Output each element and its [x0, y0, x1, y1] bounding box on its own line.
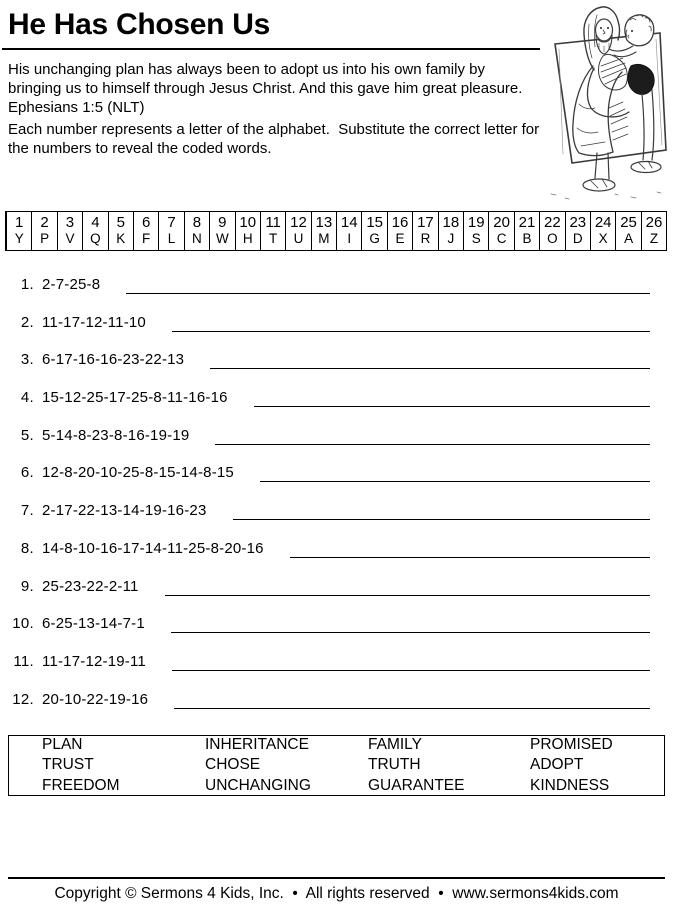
- answer-blank[interactable]: [210, 344, 650, 369]
- jesus-holding-child-illustration: [545, 4, 671, 204]
- cipher-cell: [158, 212, 183, 250]
- cipher-letter: Y: [14, 231, 24, 246]
- cipher-number: 14: [340, 214, 358, 231]
- puzzle-item-number: 4.: [20, 389, 34, 407]
- cipher-letter: P: [40, 231, 50, 246]
- cipher-cell: [387, 212, 412, 250]
- cipher-number: 13: [315, 214, 333, 231]
- puzzle-item-number: 6.: [20, 464, 34, 482]
- answer-blank[interactable]: [174, 684, 650, 709]
- answer-blank[interactable]: [215, 420, 650, 445]
- cipher-letter: L: [167, 231, 176, 246]
- footer-divider: [8, 877, 665, 879]
- puzzle-item-number: 3.: [20, 351, 34, 369]
- word-bank-word: CHOSE: [205, 756, 261, 774]
- cipher-cell: [285, 212, 310, 250]
- cipher-letter: G: [369, 231, 380, 246]
- cipher-number: 8: [192, 214, 202, 231]
- answer-blank[interactable]: [165, 571, 650, 596]
- cipher-number: 23: [569, 214, 587, 231]
- puzzle-row: [8, 608, 650, 646]
- cipher-cell: [615, 212, 640, 250]
- word-bank-word: FAMILY: [368, 735, 422, 753]
- puzzle-code: 11-17-12-19-11: [42, 652, 146, 670]
- word-bank-word: PROMISED: [530, 735, 613, 753]
- puzzle-code: 11-17-12-11-10: [42, 313, 146, 331]
- cipher-letter: D: [572, 231, 583, 246]
- cipher-cell: [108, 212, 133, 250]
- cipher-number: 17: [417, 214, 434, 231]
- answer-blank[interactable]: [126, 269, 650, 294]
- page-title: He Has Chosen Us: [8, 8, 270, 41]
- cipher-cell: [641, 212, 666, 250]
- cipher-letter: T: [268, 231, 278, 246]
- puzzle-item-number: 7.: [20, 502, 34, 520]
- cipher-number: 2: [40, 214, 49, 231]
- puzzle-item-number: 1.: [20, 276, 34, 293]
- puzzle-row: [8, 646, 650, 684]
- cipher-number: 18: [442, 214, 460, 231]
- puzzle-item-number: 10.: [12, 615, 34, 633]
- cipher-number: 26: [645, 214, 663, 231]
- puzzle-code: 25-23-22-2-11: [42, 577, 139, 595]
- puzzle-row: [8, 457, 650, 495]
- answer-blank[interactable]: [260, 457, 650, 482]
- cipher-cell: [565, 212, 590, 250]
- cipher-letter: B: [522, 231, 532, 246]
- cipher-number: 1: [15, 214, 24, 231]
- puzzle-row: [8, 533, 650, 571]
- cipher-number: 19: [467, 214, 485, 231]
- puzzle-row: [8, 344, 650, 382]
- word-bank-word: FREEDOM: [42, 776, 120, 794]
- cipher-number: 9: [218, 214, 227, 231]
- puzzle-code: 6-17-16-16-23-22-13: [42, 351, 185, 369]
- cipher-letter: C: [496, 231, 507, 246]
- word-bank-word: GUARANTEE: [368, 776, 465, 794]
- puzzle-code: 20-10-22-19-16: [42, 690, 149, 708]
- cipher-number: 11: [265, 214, 281, 231]
- puzzle-item-number: 8.: [20, 539, 34, 557]
- cipher-number: 24: [594, 214, 612, 231]
- scripture-line: His unchanging plan has always been to adopt us into his own family by: [8, 61, 485, 78]
- puzzle-code: 12-8-20-10-25-8-15-14-8-15: [42, 464, 234, 482]
- cipher-number: 4: [91, 214, 100, 231]
- word-bank-word: TRUST: [42, 756, 94, 774]
- cipher-letter: U: [293, 231, 304, 246]
- puzzle-row: [8, 382, 650, 420]
- cipher-letter: K: [116, 231, 126, 246]
- word-bank-word: ADOPT: [530, 756, 584, 774]
- scripture-line: bringing us to himself through Jesus Christ. And this gave him great pleasure.: [8, 80, 523, 97]
- cipher-cell: [184, 212, 209, 250]
- word-bank-word: TRUTH: [368, 756, 421, 774]
- cipher-cell: [361, 212, 386, 250]
- puzzle-code: 15-12-25-17-25-8-11-16-16: [42, 389, 228, 407]
- cipher-number: 25: [620, 214, 637, 231]
- puzzle-item-number: 11.: [13, 652, 34, 670]
- puzzle-row: [8, 571, 650, 609]
- cipher-letter: F: [142, 231, 151, 246]
- answer-blank[interactable]: [171, 608, 650, 633]
- answer-blank[interactable]: [254, 382, 650, 407]
- scripture-line: Ephesians 1:5 (NLT): [8, 99, 145, 116]
- word-bank-word: KINDNESS: [530, 776, 610, 794]
- cipher-letter: N: [192, 231, 202, 246]
- cipher-letter: I: [347, 231, 352, 246]
- answer-blank[interactable]: [233, 495, 650, 520]
- cipher-letter: S: [471, 231, 481, 246]
- scripture-text: [8, 60, 522, 117]
- word-bank-word: PLAN: [42, 735, 83, 753]
- puzzle-code: 6-25-13-14-7-1: [42, 615, 145, 633]
- cipher-cell: [82, 212, 107, 250]
- title-divider: [2, 48, 540, 50]
- cipher-letter: O: [547, 231, 558, 246]
- puzzle-row: [8, 269, 650, 307]
- cipher-number: 12: [290, 214, 307, 231]
- cipher-number: 22: [544, 214, 561, 231]
- puzzle-item-number: 9.: [20, 577, 34, 595]
- cipher-cell: [463, 212, 488, 250]
- copyright-text: Copyright © Sermons 4 Kids, Inc. • All rights reserved • www.sermons4kids.com: [54, 885, 619, 902]
- cipher-cell: [539, 212, 564, 250]
- cipher-cell: [209, 212, 234, 250]
- cipher-letter: V: [65, 231, 75, 246]
- instructions-line: Each number represents a letter of the alphabet. Substitute the correct letter for: [8, 121, 540, 138]
- cipher-letter: Q: [90, 231, 101, 246]
- puzzle-code: 2-7-25-8: [42, 276, 101, 293]
- cipher-letter: R: [420, 231, 431, 246]
- cipher-cell: [311, 212, 336, 250]
- puzzle-row: [8, 307, 650, 345]
- puzzle-item-number: 5.: [20, 426, 34, 444]
- cipher-number: 3: [65, 214, 75, 231]
- cipher-letter: E: [395, 231, 405, 246]
- cipher-letter: Z: [649, 231, 659, 246]
- puzzle-row: [8, 495, 650, 533]
- word-bank-word: UNCHANGING: [205, 776, 311, 794]
- cipher-cell: [590, 212, 615, 250]
- puzzle-row: [8, 684, 650, 722]
- cipher-cell: [412, 212, 437, 250]
- cipher-number: 15: [366, 214, 383, 231]
- word-bank: [8, 735, 665, 796]
- cipher-cell: [260, 212, 285, 250]
- puzzle-item-number: 12.: [12, 690, 34, 708]
- cipher-cell: [488, 212, 513, 250]
- cipher-letter: H: [242, 231, 253, 246]
- puzzle-code: 2-17-22-13-14-19-16-23: [42, 502, 207, 520]
- answer-blank[interactable]: [290, 533, 650, 558]
- cipher-letter: W: [215, 231, 229, 246]
- cipher-cell: [438, 212, 463, 250]
- puzzle-item-number: 2.: [20, 313, 34, 331]
- cipher-letter: X: [598, 231, 608, 246]
- cipher-cell: [133, 212, 158, 250]
- puzzle-code: 14-8-10-16-17-14-11-25-8-20-16: [42, 539, 264, 557]
- cipher-cell: [235, 212, 260, 250]
- cipher-cell: [336, 212, 361, 250]
- word-bank-word: INHERITANCE: [205, 735, 309, 753]
- cipher-number: 10: [239, 214, 257, 231]
- answer-blank[interactable]: [172, 646, 650, 671]
- cipher-number: 21: [518, 214, 536, 231]
- cipher-number: 7: [167, 214, 176, 231]
- cipher-cell: [57, 212, 82, 250]
- instructions-line: the numbers to reveal the coded words.: [8, 140, 272, 157]
- cipher-cell: [6, 212, 31, 250]
- cipher-number: 16: [391, 214, 409, 231]
- puzzle-list: [8, 269, 650, 721]
- cipher-key-table: [5, 211, 667, 251]
- cipher-number: 6: [141, 214, 151, 231]
- cipher-letter: A: [624, 231, 634, 246]
- puzzle-row: [8, 420, 650, 458]
- cipher-number: 5: [116, 214, 125, 231]
- instructions-text: [8, 120, 539, 158]
- cipher-letter: J: [447, 231, 455, 246]
- cipher-letter: M: [318, 231, 330, 246]
- cipher-cell: [31, 212, 56, 250]
- cipher-cell: [514, 212, 539, 250]
- cipher-number: 20: [493, 214, 510, 231]
- puzzle-code: 5-14-8-23-8-16-19-19: [42, 426, 190, 444]
- answer-blank[interactable]: [172, 307, 650, 332]
